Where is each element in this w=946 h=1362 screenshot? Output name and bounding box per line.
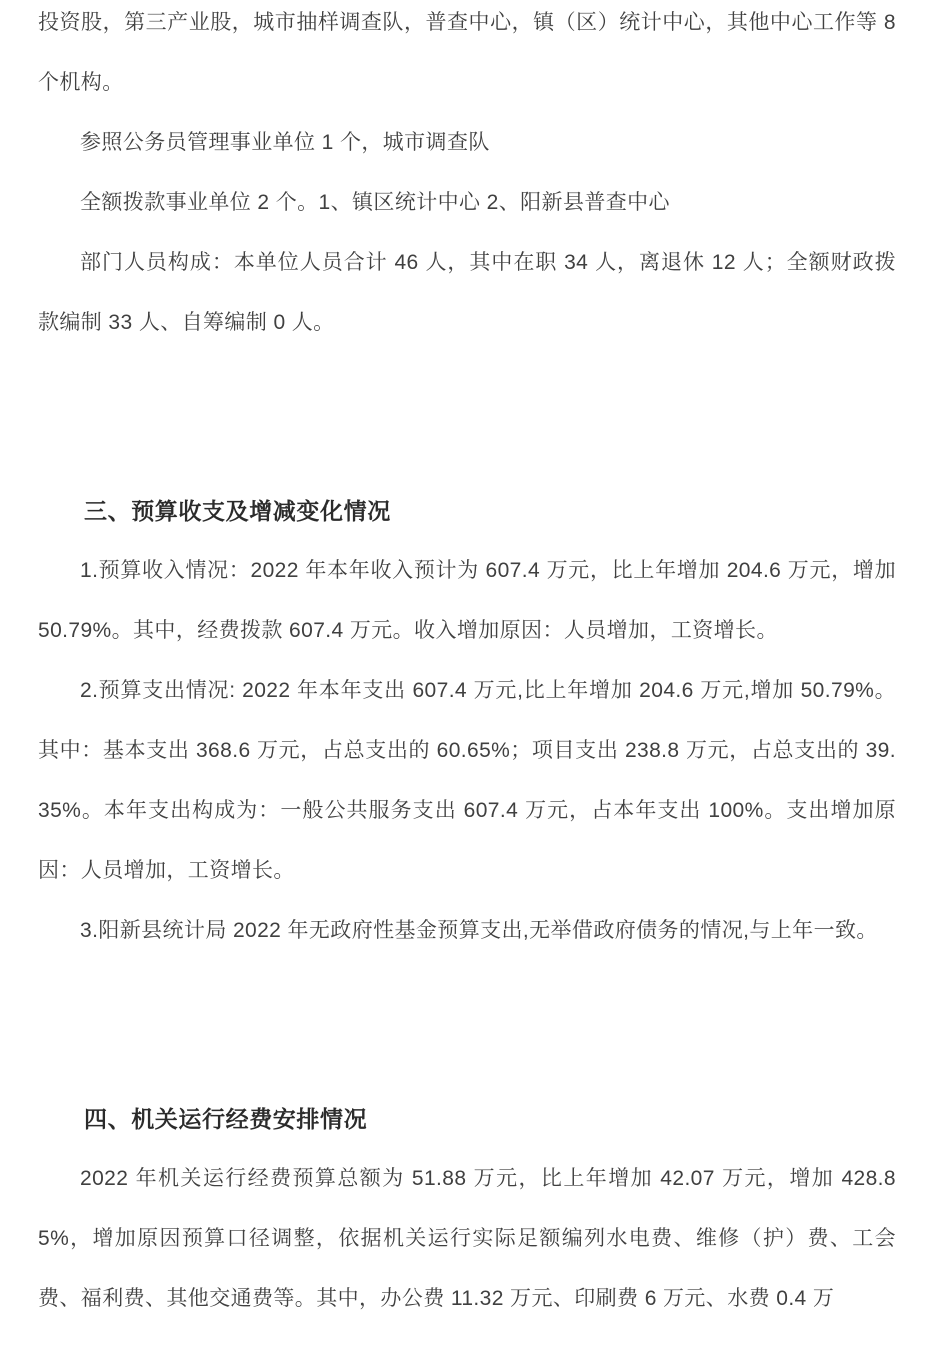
paragraph: 1.预算收入情况：2022 年本年收入预计为 607.4 万元，比上年增加 204.6 万元，增加 50.79%。其中，经费拨款 607.4 万元。收入增加原因：人员增加，工资增长。 (38, 559, 896, 642)
paragraph: 2.预算支出情况: 2022 年本年支出 607.4 万元,比上年增加 204.6 万元,增加 50.79%。其中：基本支出 368.6 万元，占总支出的 60.65%；项目支出 238.8 万元，占总支出的 39.35%。本年支出构成为：一般公共服务支出 607.4 万元，占本年支出 100%。支出增加原因：人员增加，工资增长。 (38, 679, 896, 882)
paragraph: 全额拨款事业单位 2 个。1、镇区统计中心 2、阳新县普查中心 (80, 191, 670, 214)
paragraph: 2022 年机关运行经费预算总额为 51.88 万元，比上年增加 42.07 万元，增加 428.85%，增加原因预算口径调整，依据机关运行实际足额编列水电费、维修（护）费、工会费、福利费、其他交通费等。其中，办公费 11.32 万元、印刷费 6 万元、水费 0.4 万 (38, 1167, 896, 1310)
paragraph: 参照公务员管理事业单位 1 个，城市调查队 (80, 131, 490, 154)
section-heading: 四、机关运行经费安排情况 (84, 1106, 368, 1132)
paragraph: 部门人员构成：本单位人员合计 46 人，其中在职 34 人，离退休 12 人；全额财政拨款编制 33 人、自筹编制 0 人。 (38, 251, 896, 334)
section-heading: 三、预算收支及增减变化情况 (84, 498, 391, 524)
paragraph: 3.阳新县统计局 2022 年无政府性基金预算支出,无举借政府债务的情况,与上年一致。 (80, 919, 878, 942)
paragraph: 投资股，第三产业股，城市抽样调查队，普查中心，镇（区）统计中心，其他中心工作等 8个机构。 (38, 11, 896, 94)
